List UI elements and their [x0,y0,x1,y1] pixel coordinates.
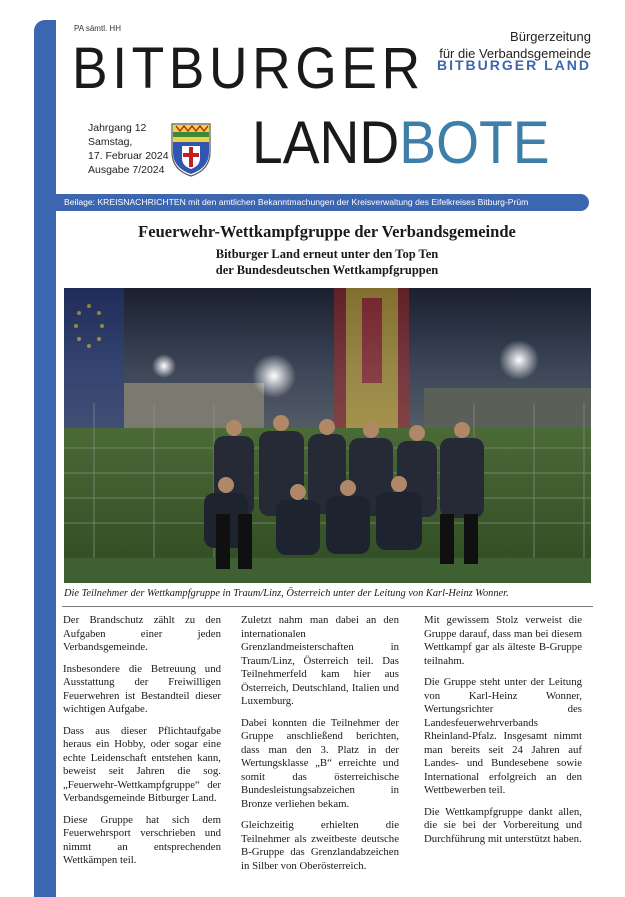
postal-note: PA sämtl. HH [74,24,121,33]
supplement-banner: Beilage: KREISNACHRICHTEN mit den amtlichen Bekanntmachungen der Kreisverwaltung des Eifelkreises Bitburg-Prüm [34,194,589,211]
article-column-1 [63,614,221,876]
paragraph: Zuletzt nahm man dabei an den internationalen Grenzlandmeisterschaften in Traum/Linz, Österreich teil. Das Teilnehmerfeld kam hier aus Österreich, Deutschland, Italien und Luxemburg. [241,614,399,707]
issue-volume: Jahrgang 12 [88,122,147,134]
paragraph: Dabei konnten die Teilnehmer der Gruppe anschließend berichten, dass man den 3. Platz in der Wertungsklasse „B“ erreichte und somit das österreichische Bundesleistungsabzeichen in Bronze verliehen bekam. [241,716,399,810]
tagline-line-2: für die Verbandsgemeinde [439,46,591,61]
paragraph: Die Gruppe steht unter der Leitung von Karl-Heinz Wonner, Wertungsrichter des Landesfeuerwehrverbands Rheinland-Pfalz. Insgesamt nimmt man bereits seit 24 Jahren auf Landes- und Bundesebene sowie International erfolgreich an den Wettbewerben teil. [424,676,582,796]
paragraph: Die Wettkampfgruppe dankt allen, die sie bei der Vorbereitung und Durchführung mit unterstützt haben. [424,805,582,845]
title-bote: BOTE [399,109,550,176]
issue-date: 17. Februar 2024 [88,150,169,162]
paragraph: Der Brandschutz zählt zu den Aufgaben einer jeden Verbandsgemeinde. [63,614,221,653]
issue-weekday: Samstag, [88,136,133,148]
masthead-title-line1: BITBURGER [72,36,425,101]
article-headline: Feuerwehr-Wettkampfgruppe der Verbandsgemeinde [138,222,516,241]
caption-divider [62,606,593,607]
paragraph: Dass aus dieser Pflichtaufgabe heraus ein Hobby, oder sogar eine echte Leidenschaft entstehen kann, beweist seit Jahren die sog. „Feuerwehr-Wettkampfgruppe“ der Verbandsgemeinde Bitburger Land. [63,724,221,804]
masthead-title-line2 [252,108,550,178]
paragraph: Gleichzeitig erhielten die Teilnehmer als zweitbeste deutsche B-Gruppe das Grenzlandabzeichen in Silber von Oberösterreich. [241,819,399,872]
article-subheadline-1: Bitburger Land erneut unter den Top Ten [215,247,439,261]
issue-number: Ausgabe 7/2024 [88,164,165,176]
coat-of-arms-icon [170,122,212,178]
article-column-3 [424,614,582,854]
region-name: BITBURGER LAND [437,57,591,73]
article-subheadline-2: der Bundesdeutschen Wettkampfgruppen [215,263,439,277]
issue-info [88,121,169,177]
article-column-2 [241,614,399,881]
paragraph: Diese Gruppe hat sich dem Feuerwehrsport verschrieben und nimmt an entsprechenden Wettkämpen teil. [63,813,221,866]
group-photo [64,288,591,583]
sidebar-accent-bar [34,20,56,897]
tagline-line-1: Bürgerzeitung [510,29,591,44]
photo-caption: Die Teilnehmer der Wettkampfgruppe in Traum/Linz, Österreich unter der Leitung von Karl-Heinz Wonner. [64,588,509,599]
paragraph: Mit gewissem Stolz verweist die Gruppe darauf, dass man bei diesem Wettkampf gar als älteste B-Gruppe teilnahm. [424,614,582,667]
title-land: LAND [252,109,400,176]
paragraph: Insbesondere die Betreuung und Ausstattung der Freiwilligen Feuerwehren ist Bestandteil dieser wichtigen Aufgabe. [63,662,221,715]
